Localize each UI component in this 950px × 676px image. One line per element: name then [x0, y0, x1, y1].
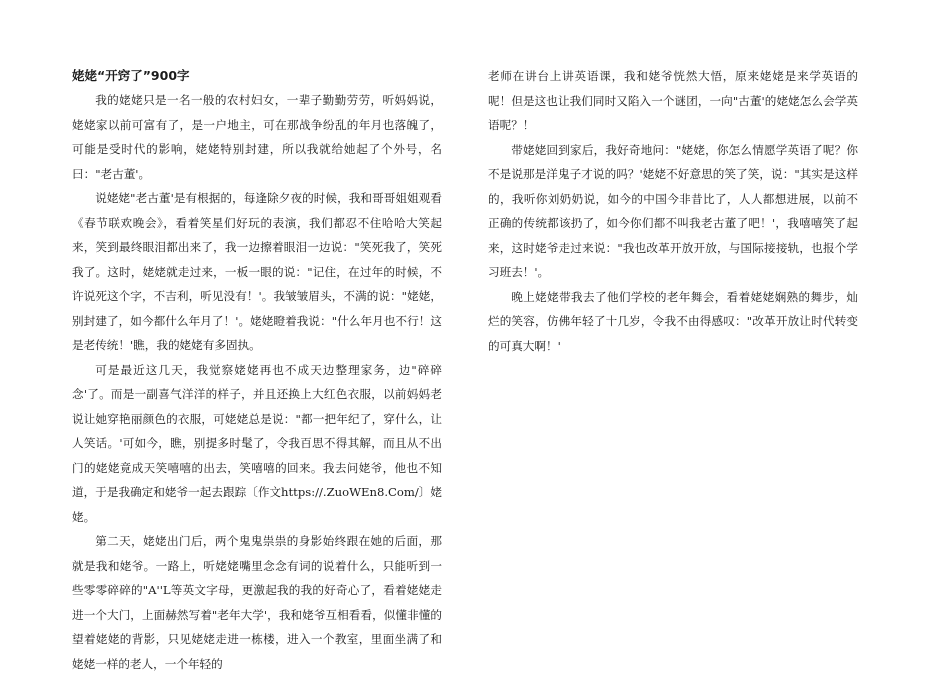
paragraph: 我的姥姥只是一名一般的农村妇女，一辈子勤勤劳劳，听妈妈说，姥姥家以前可富有了，是一户地主，可在那战争纷乱的年月也落魄了，可能是受时代的影响，姥姥特别封建，所以我就给她起了个外号，名曰："老古董'。	[72, 93, 442, 181]
paragraph-continued: 老师在讲台上讲英语课，我和姥爷恍然大悟，原来姥姥是来学英语的呢！但是这也让我们同时又陷入一个谜团，一向"古董'的姥姥怎么会学英语呢？！	[488, 69, 858, 132]
paragraph: 第二天，姥姥出门后，两个鬼鬼祟祟的身影始终跟在她的后面，那就是我和姥爷。一路上，听姥姥嘴里念念有词的说着什么，只能听到一些零零碎碎的"A''L等英文字母，更激起我的我的好奇心了，看着姥姥走进一个大门，上面赫然写着"老年大学'，我和姥爷互相看看，似懂非懂的望着姥姥的背影，只见姥姥走进一栋楼，进入一个教室，里面坐满了和姥姥一样的老人，一个年轻的	[72, 534, 442, 671]
right-column	[488, 64, 858, 358]
paragraph: 晚上姥姥带我去了他们学校的老年舞会，看着姥姥娴熟的舞步，灿烂的笑容，仿佛年轻了十几岁，令我不由得感叹："改革开放让时代转变的可真大啊！'	[488, 289, 858, 353]
left-column	[72, 64, 442, 676]
article-title: 姥姥“开窍了”900字	[72, 68, 190, 83]
paragraph: 带姥姥回到家后，我好奇地问："姥姥，你怎么情愿学英语了呢？你不是说那是洋鬼子才说的吗？'姥姥不好意思的笑了笑，说："其实是这样的，我听你刘奶奶说，如今的中国今非昔比了，人人都想进展，以前不正确的传统都该扔了，如今你们都不叫我老古董了吧！'，我嘻嘻笑了起来，这时姥爷走过来说："我也改革开放开放，与国际接接轨，也报个学习班去！'。	[488, 142, 858, 279]
paragraph: 可是最近这几天，我觉察姥姥再也不成天边整理家务，边"碎碎念'了。而是一副喜气洋洋的样子，并且还换上大红色衣服，以前妈妈老说让她穿艳丽颜色的衣服，可姥姥总是说："都一把年纪了，穿什么，让人笑话。'可如今，瞧，别提多时髦了，令我百思不得其解，而且从不出门的姥姥竟成天笑嘻嘻的出去，笑嘻嘻的回来。我去问姥爷，他也不知道，于是我确定和姥爷一起去跟踪〔作文https://.ZuoWEn8.Com/〕姥姥。	[72, 362, 442, 524]
paragraph: 说姥姥"老古董'是有根据的，每逢除夕夜的时候，我和哥哥姐姐观看《春节联欢晚会》，看着笑星们好玩的表演，我们都忍不住哈哈大笑起来，笑到最终眼泪都出来了，我一边擦着眼泪一边说："笑死我了，笑死我了。这时，姥姥就走过来，一板一眼的说："记住，在过年的时候，不许说死这个字，不吉利，听见没有！'。我皱皱眉头，不满的说："姥姥，别封建了，如今都什么年月了！'。姥姥瞪着我说："什么年月也不行！这是老传统！'瞧，我的姥姥有多固执。	[72, 191, 442, 352]
